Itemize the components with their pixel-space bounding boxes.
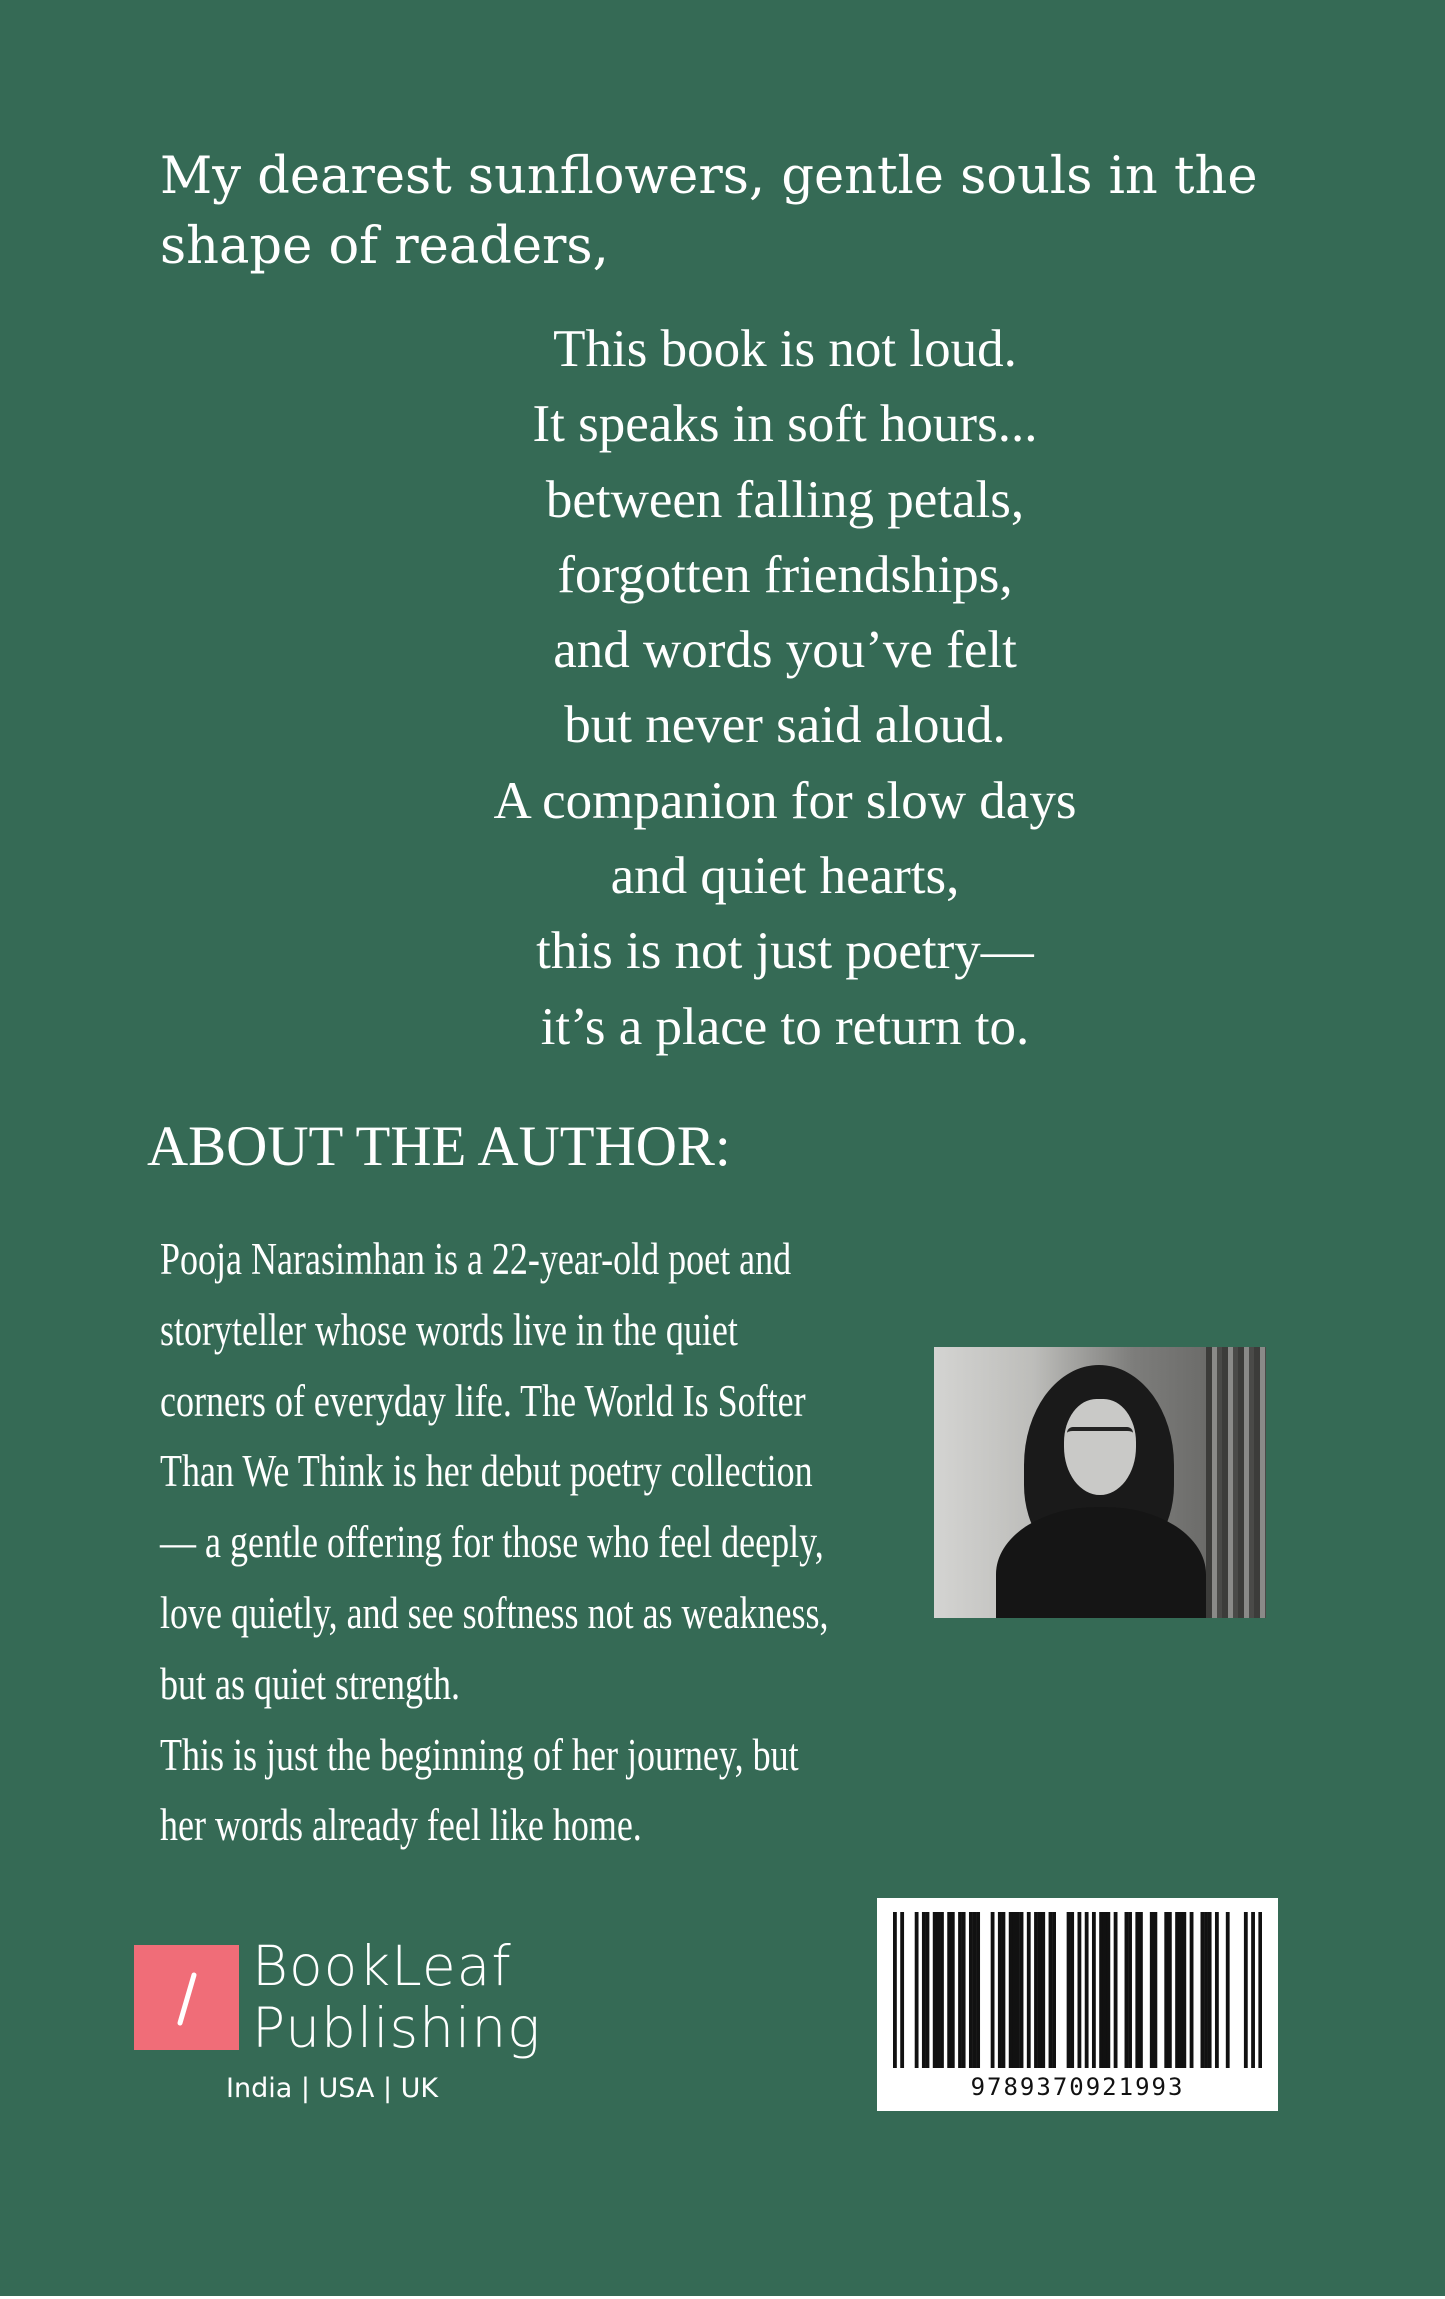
- barcode-bar: [958, 1912, 962, 2068]
- isbn-number: 9789370921993: [970, 2073, 1185, 2101]
- barcode-bar: [1106, 1912, 1110, 2068]
- barcode-bar: [1103, 1912, 1107, 2068]
- poem-line: A companion for slow days: [493, 771, 1077, 830]
- barcode-bar: [1258, 1912, 1262, 2068]
- bio-line: but as quiet strength.: [160, 1658, 460, 1709]
- barcode-bar: [940, 1912, 944, 2068]
- barcode-bar: [1251, 1912, 1255, 2068]
- barcode-bar: [973, 1912, 977, 2068]
- bio-line: Than We Think is her debut poetry collection: [160, 1446, 813, 1497]
- photo-background-curtain: [1206, 1347, 1266, 1618]
- poem-line: it’s a place to return to.: [540, 997, 1030, 1056]
- barcode-bar: [1020, 1912, 1024, 2068]
- poem-line: this is not just poetry—: [536, 922, 1034, 981]
- poem-line: This book is not loud.: [553, 320, 1017, 378]
- bookleaf-logo-icon: [134, 1945, 239, 2050]
- barcode-bar: [1215, 1912, 1219, 2068]
- barcode-bar: [933, 1912, 937, 2068]
- barcode-bars: [893, 1912, 1262, 2072]
- barcode-bar: [1139, 1912, 1143, 2068]
- publisher-logo-text: [252, 1935, 541, 2059]
- blurb-poem: [385, 312, 1185, 1065]
- barcode-bar: [1168, 1912, 1172, 2068]
- poem-line: and quiet hearts,: [610, 847, 960, 906]
- poem-line: but never said aloud.: [564, 696, 1006, 755]
- barcode-bar: [1150, 1912, 1154, 2068]
- barcode-bar: [1092, 1912, 1096, 2068]
- bio-line: storyteller whose words live in the quiet: [160, 1304, 738, 1355]
- barcode-bar: [936, 1912, 940, 2068]
- barcode-bar: [1204, 1912, 1208, 2068]
- barcode-bar: [1016, 1912, 1020, 2068]
- barcode-bar: [1179, 1912, 1183, 2068]
- barcode-bar: [1049, 1912, 1053, 2068]
- barcode-bar: [1052, 1912, 1056, 2068]
- barcode-bar: [1153, 1912, 1157, 2068]
- bio-line: her words already feel like home.: [160, 1800, 642, 1851]
- barcode-bar: [1175, 1912, 1179, 2068]
- publisher-name-line2: Publishing: [252, 1996, 542, 2060]
- barcode-bar: [1201, 1912, 1205, 2068]
- barcode-bar: [962, 1912, 966, 2068]
- publisher-regions: India | USA | UK: [226, 2073, 439, 2104]
- barcode-bar: [1070, 1912, 1074, 2068]
- publisher-name-line1: BookLeaf: [252, 1934, 512, 1998]
- barcode-bar: [1041, 1912, 1045, 2068]
- barcode-bar: [915, 1912, 919, 2068]
- author-bio: [160, 1224, 829, 1861]
- barcode-bar: [1038, 1912, 1042, 2068]
- barcode-bar: [1099, 1912, 1103, 2068]
- poem-line: forgotten friendships,: [557, 545, 1013, 604]
- salutation: My dearest sunflowers, gentle souls in the shape of readers,: [160, 147, 1258, 276]
- barcode-bar: [991, 1912, 995, 2068]
- barcode-bar: [1190, 1912, 1194, 2068]
- author-photo: [934, 1347, 1266, 1618]
- poem-line: It speaks in soft hours...: [532, 395, 1038, 454]
- about-author-heading: ABOUT THE AUTHOR:: [147, 1115, 731, 1178]
- barcode-bar: [969, 1912, 973, 2068]
- barcode-bar: [1078, 1912, 1082, 2068]
- bio-line: corners of everyday life. The World Is Softer: [160, 1375, 806, 1426]
- barcode-bar: [1125, 1912, 1129, 2068]
- barcode-bar: [1027, 1912, 1031, 2068]
- poem-line: and words you’ve felt: [553, 621, 1017, 680]
- barcode-bar: [976, 1912, 980, 2068]
- barcode-bar: [1182, 1912, 1186, 2068]
- barcode-bar: [1009, 1912, 1013, 2068]
- barcode-bar: [922, 1912, 926, 2068]
- barcode-bar: [1164, 1912, 1168, 2068]
- bio-line: Pooja Narasimhan is a 22-year-old poet and: [160, 1234, 792, 1284]
- photo-face: [1064, 1399, 1136, 1495]
- barcode-bar: [893, 1912, 897, 2068]
- barcode-bar: [1128, 1912, 1132, 2068]
- slash-icon: [134, 1945, 239, 2050]
- barcode-bar: [1002, 1912, 1006, 2068]
- bio-line: This is just the beginning of her journey, but: [160, 1729, 799, 1780]
- barcode-bar: [1085, 1912, 1089, 2068]
- barcode-bar: [1135, 1912, 1139, 2068]
- barcode-bar: [947, 1912, 951, 2068]
- barcode-bar: [926, 1912, 930, 2068]
- bio-line: love quietly, and see softness not as weakness,: [160, 1587, 829, 1638]
- barcode-bar: [951, 1912, 955, 2068]
- barcode-bar: [1114, 1912, 1118, 2068]
- isbn-barcode: [877, 1898, 1278, 2111]
- barcode-bar: [1226, 1912, 1230, 2068]
- barcode-bar: [1034, 1912, 1038, 2068]
- barcode-bar: [1208, 1912, 1212, 2068]
- photo-body: [996, 1507, 1206, 1618]
- photo-glasses: [1067, 1427, 1133, 1445]
- bio-line: — a gentle offering for those who feel deeply,: [160, 1517, 824, 1568]
- barcode-bar: [1012, 1912, 1016, 2068]
- barcode-bar: [998, 1912, 1002, 2068]
- barcode-bar: [900, 1912, 904, 2068]
- barcode-bar: [1244, 1912, 1248, 2068]
- barcode-bar: [1067, 1912, 1071, 2068]
- poem-line: between falling petals,: [545, 470, 1025, 529]
